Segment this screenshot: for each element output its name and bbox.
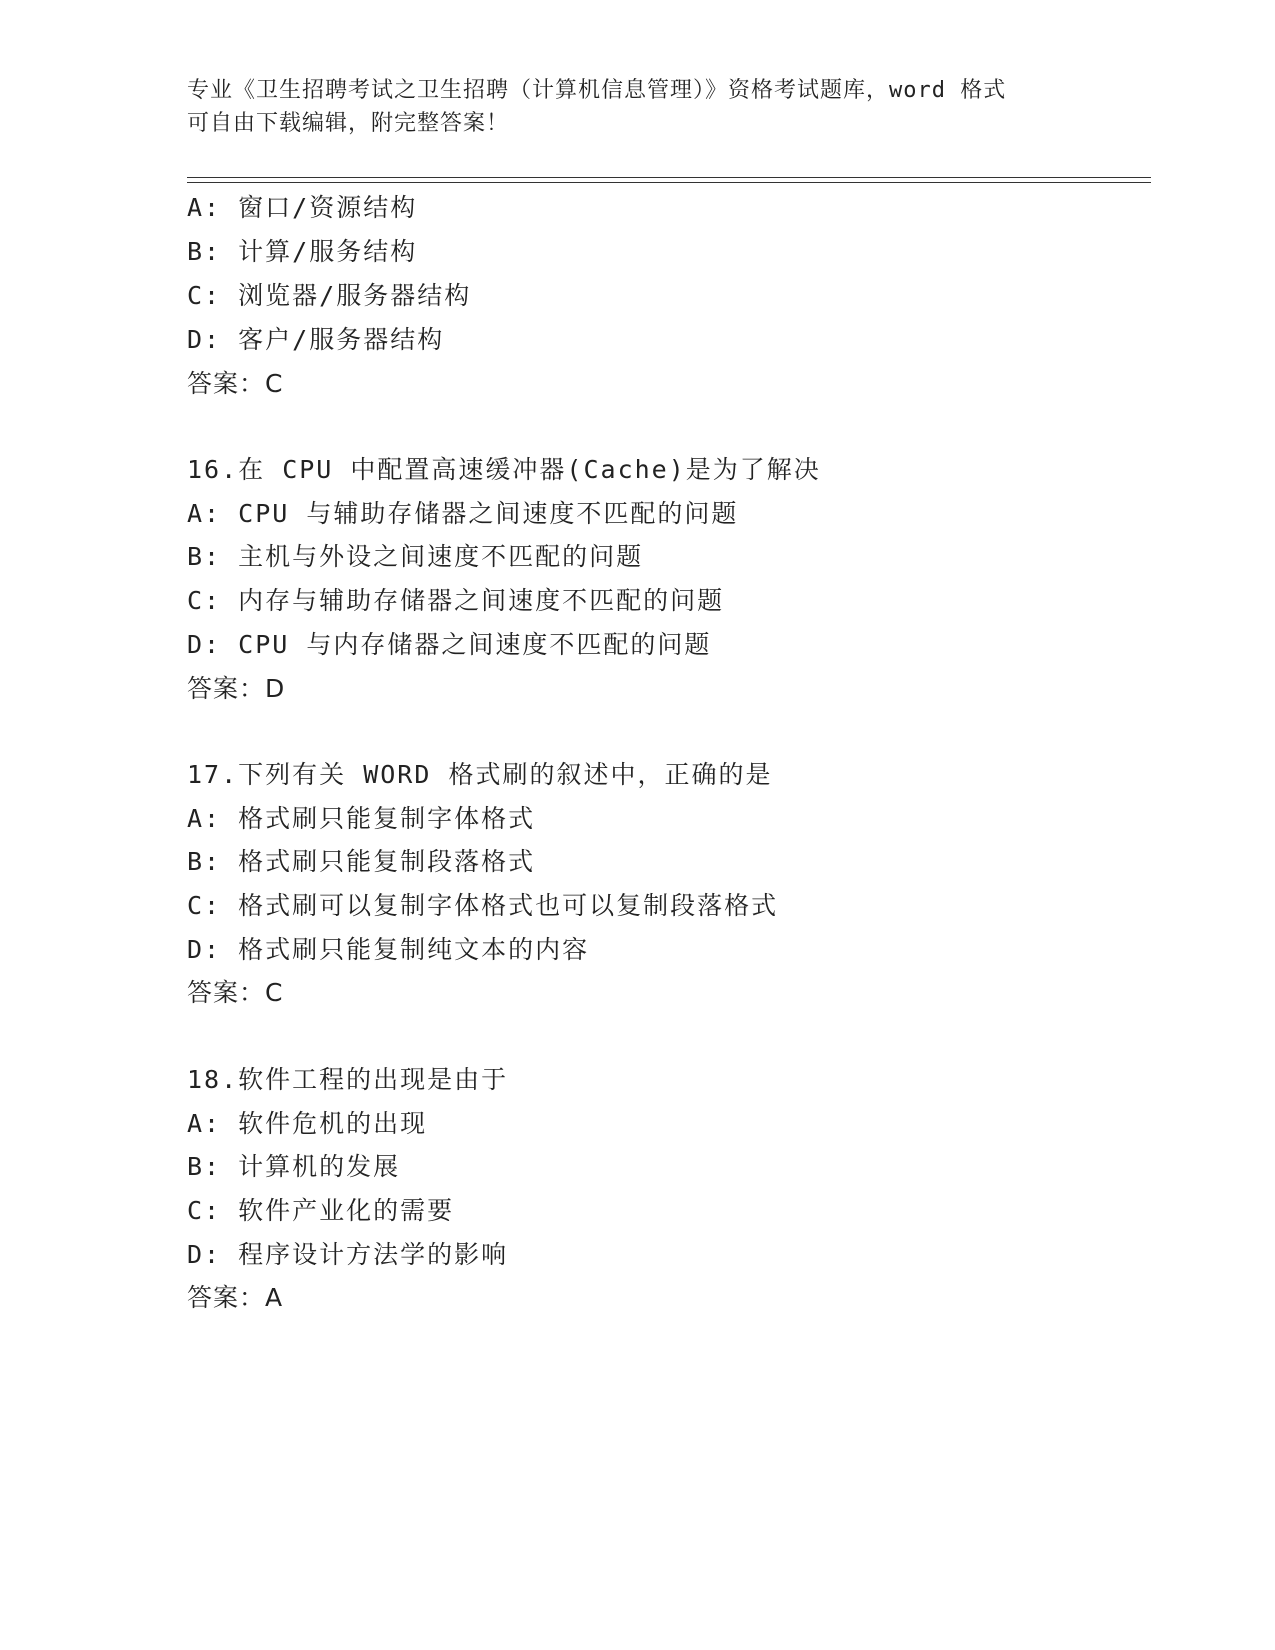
header-divider-bottom — [187, 182, 1151, 183]
document-header — [187, 74, 1087, 140]
q18-answer: 答案：A — [187, 1283, 284, 1312]
q15-option-d: D: 客户/服务器结构 — [187, 325, 445, 354]
q16-option-a: A: CPU 与辅助存储器之间速度不匹配的问题 — [187, 499, 739, 528]
q18-option-a: A: 软件危机的出现 — [187, 1109, 428, 1138]
q15-option-c: C: 浏览器/服务器结构 — [187, 281, 472, 310]
header-divider-top — [187, 177, 1151, 178]
q15-answer: 答案：C — [187, 369, 284, 398]
q16-question: 16.在 CPU 中配置高速缓冲器(Cache)是为了解决 — [187, 455, 821, 484]
header-line-2: 可自由下载编辑，附完整答案！ — [187, 111, 510, 136]
q15-option-b: B: 计算/服务结构 — [187, 237, 418, 266]
q18-option-c: C: 软件产业化的需要 — [187, 1196, 455, 1225]
q18-question: 18.软件工程的出现是由于 — [187, 1065, 509, 1094]
q17-option-a: A: 格式刷只能复制字体格式 — [187, 804, 536, 833]
q17-option-c: C: 格式刷可以复制字体格式也可以复制段落格式 — [187, 891, 779, 920]
q17-option-d: D: 格式刷只能复制纯文本的内容 — [187, 935, 590, 964]
q16-answer: 答案：D — [187, 674, 286, 703]
q16-option-b: B: 主机与外设之间速度不匹配的问题 — [187, 542, 644, 571]
q16-option-c: C: 内存与辅助存储器之间速度不匹配的问题 — [187, 586, 725, 615]
q18-option-b: B: 计算机的发展 — [187, 1152, 401, 1181]
q17-question: 17.下列有关 WORD 格式刷的叙述中，正确的是 — [187, 760, 773, 789]
q17-option-b: B: 格式刷只能复制段落格式 — [187, 847, 536, 876]
header-line-1: 专业《卫生招聘考试之卫生招聘（计算机信息管理）》资格考试题库，word 格式 — [187, 78, 1007, 103]
q16-option-d: D: CPU 与内存储器之间速度不匹配的问题 — [187, 630, 712, 659]
q15-option-a: A: 窗口/资源结构 — [187, 193, 418, 222]
q17-answer: 答案：C — [187, 978, 284, 1007]
q18-option-d: D: 程序设计方法学的影响 — [187, 1240, 509, 1269]
